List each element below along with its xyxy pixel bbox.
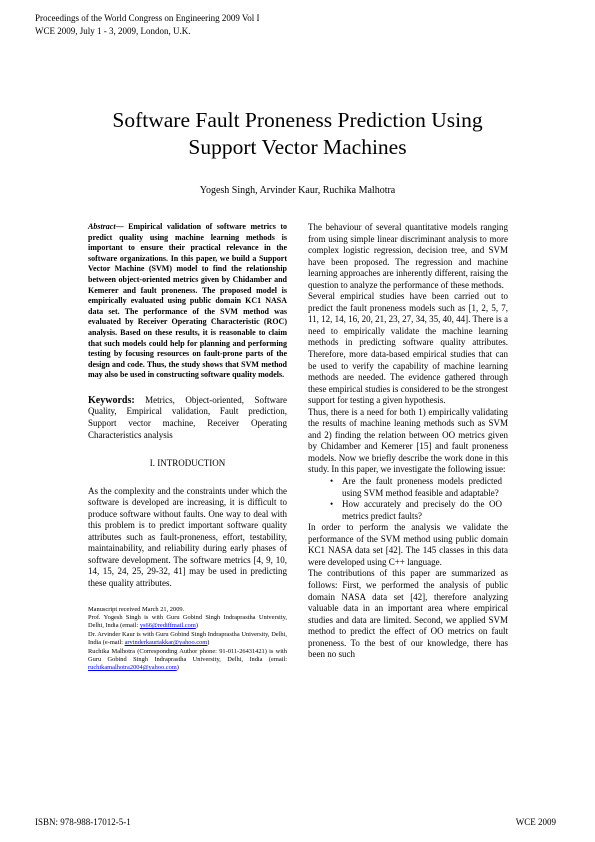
list-item: • How accurately and precisely do the OO metrics predict faults?: [308, 499, 508, 522]
footnote-author-3-close: ): [176, 664, 179, 672]
right-paragraph-2: Several empirical studies have been carried out to predict the fault proneness models such as [1, 2, 5, 7, 11, 12, 14, 16, 20, 21, 23, 27, 34, 35, 40, 44]. There is a need to empirically validate the machine learning methods in predicting software quality attributes. Therefore, more data-based empirical studies that can be used to verify the capability of machine learning methods are needed. The evidence gathered through these empirical studies is considered to be the strongest support for testing a given hypothesis.: [308, 291, 508, 406]
abstract: [88, 222, 287, 381]
footnotes: [88, 606, 287, 673]
title-line-2: Support Vector Machines: [188, 135, 407, 159]
keywords: [88, 395, 287, 441]
section-heading-introduction: I. INTRODUCTION: [149, 458, 226, 469]
footnote-author-2: [88, 631, 287, 648]
list-item: • Are the fault proneness models predicted using SVM method feasible and adaptable?: [308, 476, 508, 499]
paper-title: [40, 107, 555, 161]
isbn-footer: ISBN: 978-988-17012-5-1: [35, 817, 131, 827]
right-paragraph-3: Thus, there is a need for both 1) empirically validating the results of machine leaning methods such as SVM and 2) finding the relation between OO metrics given by Chidamber and Kemerer [15] and fault proneness models. Now we briefly describe the work done in this study. In this paper, we investigate the following issue:: [308, 406, 508, 475]
footnote-author-1: [88, 614, 287, 631]
footnote-author-2-text: Dr. Arvinder Kaur is with Guru Gobind Singh Indraprastha University, Delhi, India (e-mail:: [88, 630, 287, 647]
header-line-1: Proceedings of the World Congress on Engineering 2009 Vol I: [35, 13, 260, 23]
right-paragraph-1: The behaviour of several quantitative models ranging from using simple linear discriminant analysis to more complex logistic regression, decision tree, and SVM have been proposed. The regression and machine learning approaches are inherently different, raising the question to analyze the performance of these methods.: [308, 222, 508, 290]
author-3-email-link[interactable]: ruchikamalhotra2004@yahoo.com: [88, 664, 177, 672]
footnote-author-2-close: ): [207, 639, 210, 647]
author-2-email-link[interactable]: arvinderkaurtakkar@yahoo.com: [124, 639, 208, 647]
author-1-email-link[interactable]: ys66@rediffmail.com: [139, 622, 196, 630]
conference-footer: WCE 2009: [515, 817, 556, 827]
proceedings-header: [35, 12, 260, 38]
research-questions-list: [308, 476, 508, 522]
footnote-author-3: [88, 648, 287, 673]
abstract-text: Empirical validation of software metrics to predict quality using machine learning methods is important to ensure their practical relevance in the software organizations. In this paper, we build a Support Vector Machine (SVM) model to find the relationship between object-oriented metrics given by Chidamber and Kemerer and fault proneness. The proposed model is empirically evaluated using public domain KC1 NASA data set. The performance of the SVM method was evaluated by Receiver Operating Characteristic (ROC) analysis. Based on these results, it is reasonable to claim that such models could help for planning and performing testing by focusing resources on fault-prone parts of the design and code. Thus, the study shows that SVM method may also be used in constructing software quality models.: [88, 222, 287, 380]
right-column: [308, 222, 508, 661]
keywords-text: Metrics, Object-oriented, Software Quality, Empirical validation, Fault prediction, Support vector machine, Receiver Operating Characteristics analysis: [88, 394, 287, 440]
footnote-author-3-text: Ruchika Malhotra (Corresponding Author phone: 91-011-26431421) is with Guru Gobind Singh Indraprastha University, Delhi, India (email:: [88, 647, 287, 663]
abstract-dash: —: [115, 222, 129, 231]
header-line-2: WCE 2009, July 1 - 3, 2009, London, U.K.: [35, 26, 191, 36]
right-paragraph-4: In order to perform the analysis we validate the performance of the SVM method using public domain KC1 NASA data set [42]. The 145 classes in this data were developed using C++ language.: [308, 522, 508, 567]
footnote-received: Manuscript received March 21, 2009.: [88, 605, 185, 613]
author-list: Yogesh Singh, Arvinder Kaur, Ruchika Malhotra: [199, 185, 396, 196]
title-line-1: Software Fault Proneness Prediction Using: [112, 108, 483, 132]
abstract-label: Abstract: [88, 222, 116, 231]
footnote-author-1-close: ): [195, 622, 198, 630]
keywords-label: Keywords:: [88, 394, 135, 406]
left-column: [88, 222, 287, 673]
footnote-author-1-text: Prof. Yogesh Singh is with Guru Gobind Singh Indraprastha University, Delhi, India (email:: [88, 613, 287, 630]
right-paragraph-5: The contributions of this paper are summarized as follows: First, we performed the analysis of public domain NASA data set [42], therefore analyzing valuable data in an important area where empirical studies and data are limited. Second, we applied SVM method to predict the effect of OO metrics on fault proneness. To the best of our knowledge, there has been no such: [308, 568, 508, 660]
intro-paragraph-1: As the complexity and the constraints under which the software is developed are increasing, it is difficult to produce software without faults. One way to deal with this problem is to predict important software quality attributes such as fault-proneness, effort, testability, maintainability, and reliability during early phases of software development. The software metrics [4, 9, 10, 14, 15, 24, 25, 29-32, 41] may be used in predicting these quality attributes.: [88, 485, 287, 589]
